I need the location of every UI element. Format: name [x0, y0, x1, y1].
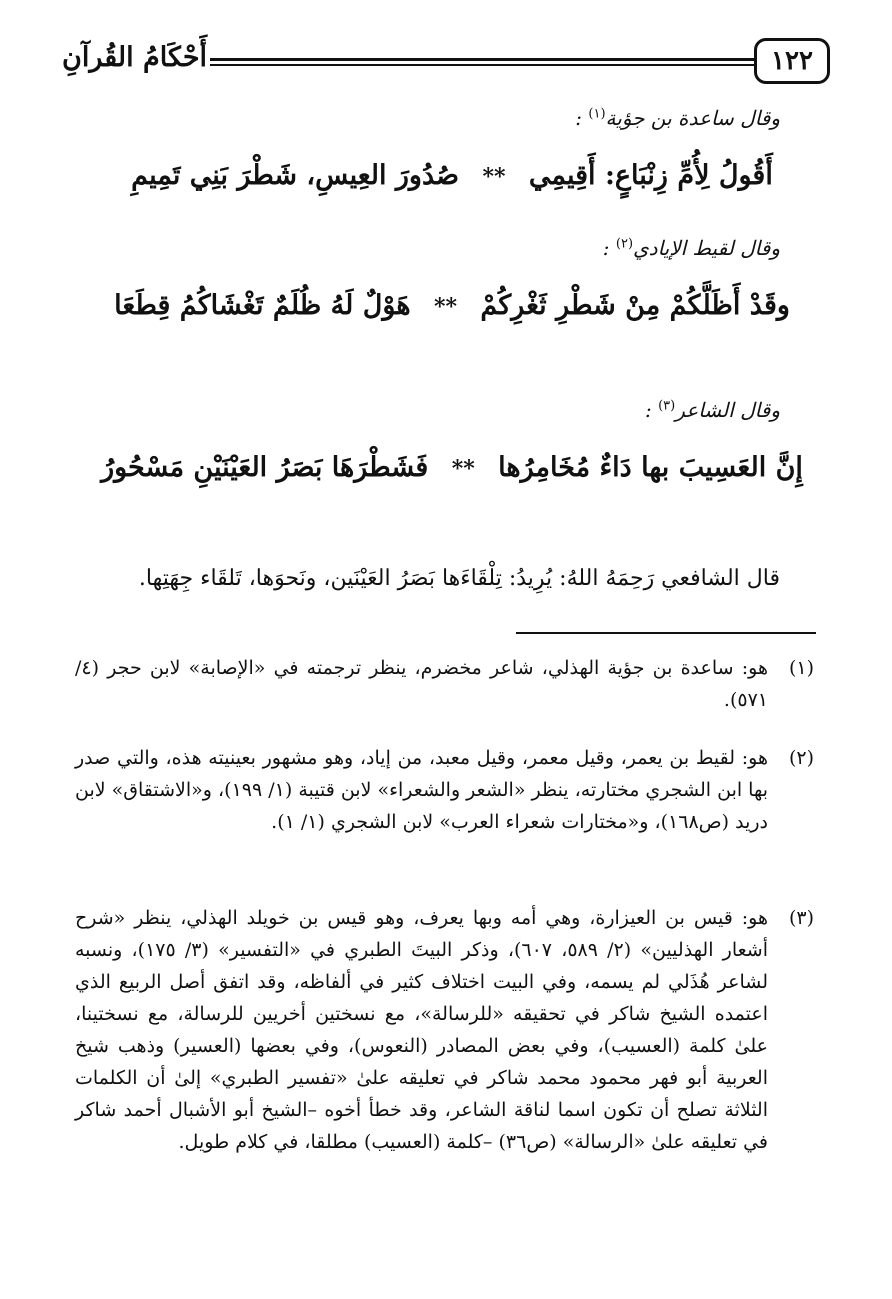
book-title: أَحْكَامُ القُرآنِ [62, 42, 208, 73]
intro-line-2 [603, 236, 780, 260]
verse-3-separator: ** [451, 456, 475, 482]
intro-2-text: وقال لقيط الإيادي [633, 236, 780, 260]
footnote-3 [75, 902, 814, 1158]
intro-1-colon: : [575, 106, 583, 130]
footnote-3-number: (٣) [788, 907, 814, 929]
intro-1-text: وقال ساعدة بن جؤية [605, 106, 780, 130]
footnote-ref-3: (٣) [658, 398, 676, 414]
intro-2-colon: : [602, 236, 610, 260]
footnote-1 [75, 652, 814, 716]
verse-1-second: صُدُورَ العِيسِ، شَطْرَ بَنِي تَمِيمِ [131, 160, 460, 191]
footnote-2-number: (٢) [788, 747, 814, 769]
verse-1 [90, 160, 814, 191]
verse-3 [90, 452, 814, 483]
footnote-separator [516, 632, 816, 634]
verse-2 [90, 290, 814, 321]
header-rule [210, 58, 756, 68]
intro-3-text: وقال الشاعر [675, 398, 780, 422]
footnote-1-number: (١) [788, 657, 814, 679]
verse-1-first: أَقُولُ لِأُمِّ زِنْبَاعٍ: أَقِيمِي [528, 160, 773, 191]
verse-2-separator: ** [434, 294, 458, 320]
footnote-ref-2: (٢) [615, 236, 634, 252]
shafii-remark: قال الشافعي رَحِمَهُ اللهُ: يُرِيدُ: تِلْقَاءَها بَصَرُ العَيْنَين، ونَحوَها، تَلقَاء جِهَتِها. [138, 566, 780, 591]
footnote-3-text: هو: قيس بن العيزارة، وهي أمه وبها يعرف، وهو قيس بن خويلد الهذلي، ينظر «شرح أشعار الهذليين» (٢/ ٥٨٩، ٦٠٧)، وذكر البيتَ الطبري في «التفسير» (٣/ ١٧٥)، ونسبه لشاعر هُذَلي لم يسمه، وفي البيت اختلاف كثير في ألفاظه، وقد اتفق أصل الربيع الذي اعتمده الشيخ شاكر في تحقيقه «للرسالة»، مع نسختين أخريين للرسالة، مع نسختينا، علىٰ كلمة (العسيب)، وفي بعض المصادر (النعوس)، وفي بعضها (العسير) وذهب شيخ العربية أبو فهر محمود محمد شاكر في تعليقه علىٰ «تفسير الطبري» إلىٰ أن الكلمات الثلاثة تصلح أن تكون اسما لناقة الشاعر، وقد خطأ أخوه –الشيخ أبو الأشبال أحمد شاكر في تعليقه علىٰ «الرسالة» (ص٣٦) –كلمة (العسيب) مطلقا، في كلام طويل. [75, 907, 769, 1153]
footnote-2 [75, 742, 814, 838]
footnote-2-text: هو: لقيط بن يعمر، وقيل معمر، وقيل معبد، من إياد، وهو مشهور بعينيته هذه، والتي صدر بها ابن الشجري مختارته، ينظر «الشعر والشعراء» لابن قتيبة (١/ ١٩٩)، و«الاشتقاق» لابن دريد (ص١٦٨)، و«مختارات شعراء العرب» لابن الشجري (١/ ١). [75, 747, 769, 833]
page-number: ١٢٢ [754, 38, 830, 84]
intro-line-1 [575, 106, 780, 130]
verse-1-separator: ** [482, 164, 506, 190]
page-header [62, 32, 830, 90]
intro-3-colon: : [644, 398, 652, 422]
verse-3-second: فَشَطْرَهَا بَصَرُ العَيْنَيْنِ مَسْحُورُ [101, 452, 429, 483]
intro-line-3 [645, 398, 780, 422]
verse-2-second: هَوْلٌ لَهُ ظُلَمٌ تَغْشَاكُمُ قِطَعَا [114, 290, 411, 321]
footnote-1-text: هو: ساعدة بن جؤية الهذلي، شاعر مخضرم، ينظر ترجمته في «الإصابة» لابن حجر (٤/ ٥٧١). [75, 657, 768, 711]
verse-2-first: وقَدْ أَظَلَّكُمْ مِنْ شَطْرِ ثَغْرِكُمْ [480, 290, 790, 321]
footnote-ref-1: (١) [588, 106, 606, 122]
verse-3-first: إِنَّ العَسِيبَ بها دَاءٌ مُخَامِرُها [498, 452, 803, 483]
